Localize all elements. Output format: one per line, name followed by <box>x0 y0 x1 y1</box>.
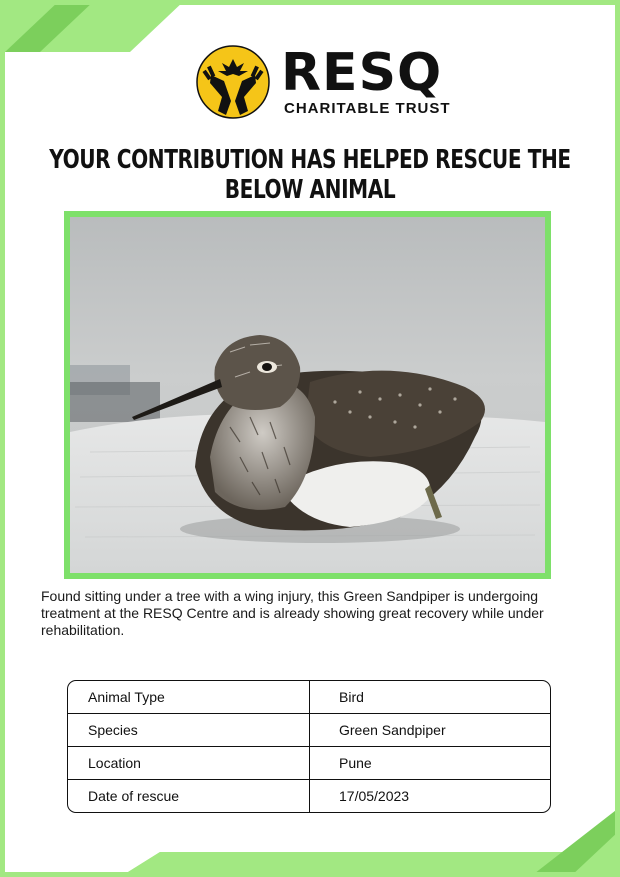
row-value: 17/05/2023 <box>339 788 410 804</box>
row-label: Location <box>68 747 310 779</box>
certificate-sheet <box>5 5 615 872</box>
row-label: Species <box>68 714 310 746</box>
row-value: Pune <box>339 755 372 771</box>
brand-subtitle: CHARITABLE TRUST <box>284 100 451 117</box>
table-row <box>68 780 550 812</box>
animal-photo-frame <box>64 211 551 579</box>
table-row <box>68 681 550 714</box>
table-row <box>68 747 550 780</box>
row-label: Date of rescue <box>68 780 310 812</box>
row-label: Animal Type <box>68 681 310 713</box>
animal-details-table <box>67 680 551 813</box>
resq-hands-bird-icon <box>196 45 270 119</box>
row-value: Green Sandpiper <box>339 722 446 738</box>
rescue-story: Found sitting under a tree with a wing injury, this Green Sandpiper is undergoing treatment at the RESQ Centre and is already showing great recovery while under rehabilitation. <box>41 588 544 638</box>
table-row <box>68 714 550 747</box>
row-value: Bird <box>339 689 364 705</box>
top-left-corner-decoration <box>5 5 200 80</box>
brand-name: RESQ <box>281 43 443 103</box>
green-sandpiper-photo <box>70 217 545 573</box>
page-title: YOUR CONTRIBUTION HAS HELPED RESCUE THE BELOW ANIMAL <box>49 145 571 205</box>
